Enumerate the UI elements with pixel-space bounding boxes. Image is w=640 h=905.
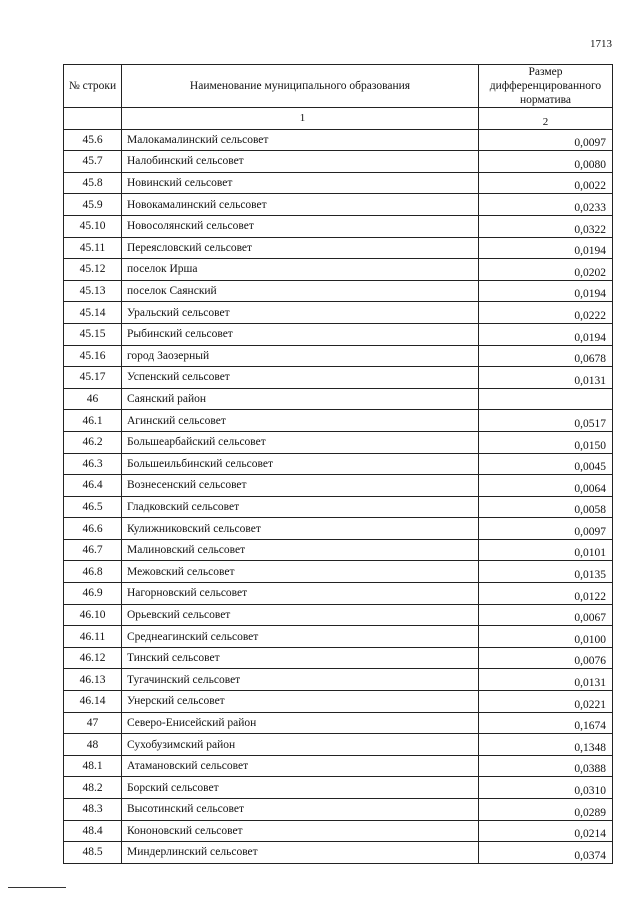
- normative-value: 0,1674: [479, 712, 613, 734]
- municipality-name: Гладковский сельсовет: [122, 496, 479, 518]
- row-number: 45.14: [64, 302, 122, 324]
- header-municipality-name: Наименование муниципального образования: [122, 65, 479, 108]
- row-number: 46.9: [64, 583, 122, 605]
- table-row: [64, 669, 613, 691]
- table-row: [64, 475, 613, 497]
- normative-value: 0,0322: [479, 215, 613, 237]
- table-row: [64, 172, 613, 194]
- municipality-name: Малокамалинский сельсовет: [122, 129, 479, 151]
- table-row: [64, 755, 613, 777]
- table-row: [64, 388, 613, 410]
- row-number: 45.8: [64, 172, 122, 194]
- row-number: 46.11: [64, 626, 122, 648]
- normative-value: 0,1348: [479, 734, 613, 756]
- normative-value: 0,0022: [479, 172, 613, 194]
- table-row: [64, 820, 613, 842]
- normative-value: 0,0194: [479, 323, 613, 345]
- table-row: [64, 604, 613, 626]
- table-row: [64, 215, 613, 237]
- municipality-name: город Заозерный: [122, 345, 479, 367]
- municipality-name: Борский сельсовет: [122, 777, 479, 799]
- row-number: 45.17: [64, 367, 122, 389]
- normative-value: 0,0517: [479, 410, 613, 432]
- table-row: [64, 691, 613, 713]
- municipality-name: Новинский сельсовет: [122, 172, 479, 194]
- municipality-name: Новосолянский сельсовет: [122, 215, 479, 237]
- normatives-table: [63, 64, 613, 864]
- table-row: [64, 561, 613, 583]
- table-row: [64, 842, 613, 864]
- row-number: 46.7: [64, 539, 122, 561]
- municipality-name: Налобинский сельсовет: [122, 151, 479, 173]
- normative-value: 0,0310: [479, 777, 613, 799]
- municipality-name: Переясловский сельсовет: [122, 237, 479, 259]
- row-number: 46.5: [64, 496, 122, 518]
- municipality-name: Тинский сельсовет: [122, 647, 479, 669]
- normative-value: 0,0097: [479, 129, 613, 151]
- municipality-name: Саянский район: [122, 388, 479, 410]
- row-number: 45.9: [64, 194, 122, 216]
- row-number: 46.12: [64, 647, 122, 669]
- municipality-name: Среднеагинский сельсовет: [122, 626, 479, 648]
- row-number: 46.8: [64, 561, 122, 583]
- municipality-name: Орьевский сельсовет: [122, 604, 479, 626]
- municipality-name: Атамановский сельсовет: [122, 755, 479, 777]
- row-number: 46.3: [64, 453, 122, 475]
- row-number: 48.2: [64, 777, 122, 799]
- normative-value: 0,0100: [479, 626, 613, 648]
- municipality-name: Межовский сельсовет: [122, 561, 479, 583]
- footer-rule: [8, 887, 66, 888]
- row-number: 46.2: [64, 431, 122, 453]
- municipality-name: Агинский сельсовет: [122, 410, 479, 432]
- row-number: 45.12: [64, 259, 122, 281]
- table-row: [64, 734, 613, 756]
- normative-value: 0,0388: [479, 755, 613, 777]
- normative-value: [479, 388, 613, 410]
- municipality-name: Большеарбайский сельсовет: [122, 431, 479, 453]
- row-number: 46.1: [64, 410, 122, 432]
- normative-value: 0,0289: [479, 799, 613, 821]
- row-number: 48.4: [64, 820, 122, 842]
- table-row: [64, 280, 613, 302]
- table-row: [64, 302, 613, 324]
- row-number: 46.14: [64, 691, 122, 713]
- normative-value: 0,0194: [479, 280, 613, 302]
- row-number: 48.3: [64, 799, 122, 821]
- municipality-name: Унерский сельсовет: [122, 691, 479, 713]
- row-number: 45.16: [64, 345, 122, 367]
- normative-value: 0,0058: [479, 496, 613, 518]
- table-row: [64, 647, 613, 669]
- municipality-name: Успенский сельсовет: [122, 367, 479, 389]
- municipality-name: Большеильбинский сельсовет: [122, 453, 479, 475]
- row-number: 45.13: [64, 280, 122, 302]
- normative-value: 0,0080: [479, 151, 613, 173]
- table-row: [64, 712, 613, 734]
- row-number: 48.1: [64, 755, 122, 777]
- municipality-name: Нагорновский сельсовет: [122, 583, 479, 605]
- header-normative-size: Размер дифференцированного норматива: [479, 65, 613, 108]
- municipality-name: Вознесенский сельсовет: [122, 475, 479, 497]
- row-number: 45.15: [64, 323, 122, 345]
- row-number: 46.10: [64, 604, 122, 626]
- row-number: 48: [64, 734, 122, 756]
- table-row: [64, 194, 613, 216]
- table-row: [64, 410, 613, 432]
- normative-value: 0,0202: [479, 259, 613, 281]
- municipality-name: Миндерлинский сельсовет: [122, 842, 479, 864]
- table-row: [64, 496, 613, 518]
- table-row: [64, 453, 613, 475]
- column-number-2: 2: [479, 108, 613, 130]
- normative-value: 0,0214: [479, 820, 613, 842]
- municipality-name: Северо-Енисейский район: [122, 712, 479, 734]
- table-row: [64, 151, 613, 173]
- normative-value: 0,0067: [479, 604, 613, 626]
- row-number: 45.6: [64, 129, 122, 151]
- municipality-name: Высотинский сельсовет: [122, 799, 479, 821]
- normative-value: 0,0122: [479, 583, 613, 605]
- normative-value: 0,0194: [479, 237, 613, 259]
- normative-value: 0,0222: [479, 302, 613, 324]
- column-number-1: 1: [122, 108, 479, 130]
- normative-value: 0,0150: [479, 431, 613, 453]
- normative-value: 0,0076: [479, 647, 613, 669]
- municipality-name: Кононовский сельсовет: [122, 820, 479, 842]
- municipality-name: поселок Ирша: [122, 259, 479, 281]
- row-number: 47: [64, 712, 122, 734]
- normative-value: 0,0233: [479, 194, 613, 216]
- table-row: [64, 518, 613, 540]
- table-row: [64, 129, 613, 151]
- municipality-name: Тугачинский сельсовет: [122, 669, 479, 691]
- normative-value: 0,0131: [479, 367, 613, 389]
- normative-value: 0,0097: [479, 518, 613, 540]
- table-row: [64, 539, 613, 561]
- normative-value: 0,0374: [479, 842, 613, 864]
- normative-value: 0,0045: [479, 453, 613, 475]
- row-number: 48.5: [64, 842, 122, 864]
- row-number: 46: [64, 388, 122, 410]
- municipality-name: Рыбинский сельсовет: [122, 323, 479, 345]
- municipality-name: Уральский сельсовет: [122, 302, 479, 324]
- table-header-row: [64, 65, 613, 108]
- municipality-name: Кулижниковский сельсовет: [122, 518, 479, 540]
- row-number: 45.7: [64, 151, 122, 173]
- table-row: [64, 583, 613, 605]
- table-row: [64, 259, 613, 281]
- page-number: 1713: [590, 38, 612, 50]
- row-number: 46.4: [64, 475, 122, 497]
- table-row: [64, 626, 613, 648]
- column-numbers-row: [64, 108, 613, 130]
- municipality-name: Малиновский сельсовет: [122, 539, 479, 561]
- row-number: 46.6: [64, 518, 122, 540]
- municipality-name: Новокамалинский сельсовет: [122, 194, 479, 216]
- municipality-name: поселок Саянский: [122, 280, 479, 302]
- normative-value: 0,0131: [479, 669, 613, 691]
- table-row: [64, 799, 613, 821]
- table-row: [64, 367, 613, 389]
- row-number: 46.13: [64, 669, 122, 691]
- normative-value: 0,0101: [479, 539, 613, 561]
- row-number: 45.11: [64, 237, 122, 259]
- row-number: 45.10: [64, 215, 122, 237]
- table-row: [64, 345, 613, 367]
- table-row: [64, 777, 613, 799]
- column-number-empty: [64, 108, 122, 130]
- normative-value: 0,0678: [479, 345, 613, 367]
- municipality-name: Сухобузимский район: [122, 734, 479, 756]
- table-row: [64, 431, 613, 453]
- header-row-number: № строки: [64, 65, 122, 108]
- table-row: [64, 237, 613, 259]
- table-row: [64, 323, 613, 345]
- normative-value: 0,0064: [479, 475, 613, 497]
- normative-value: 0,0221: [479, 691, 613, 713]
- normative-value: 0,0135: [479, 561, 613, 583]
